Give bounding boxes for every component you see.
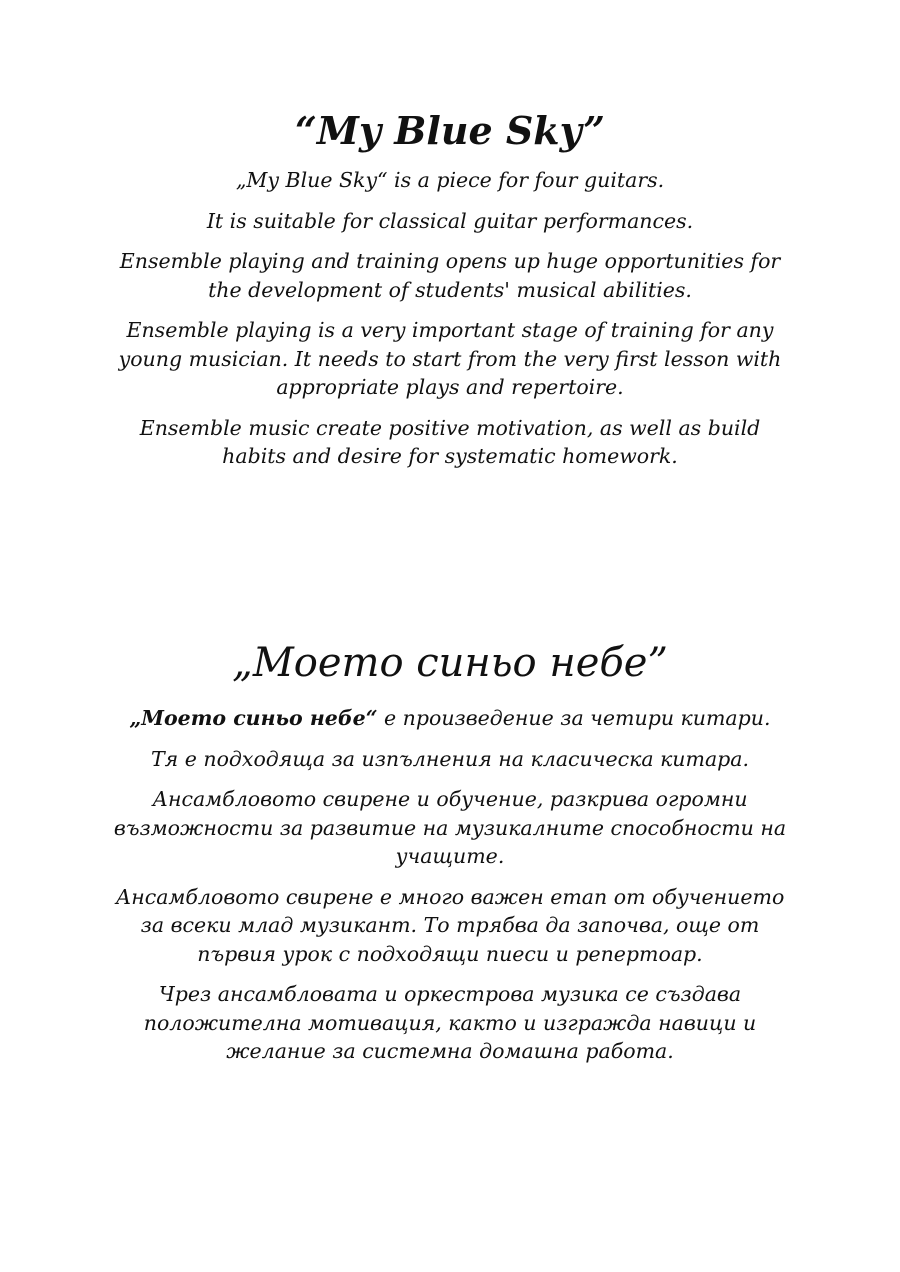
bulgarian-paragraph-2: Тя е подходяща за изпълнения на класическа китара. (150, 746, 750, 771)
bulgarian-paragraph-5: Чрез ансамбловата и оркестрова музика се създава положителна мотивация, както и изгражда навици и желание за системна домашна работа. (143, 982, 757, 1063)
bulgarian-intro-rest: е произведение за четири китари. (377, 706, 771, 730)
bulgarian-title: „Моето синьо небе” (232, 640, 668, 686)
english-paragraph-1: „My Blue Sky“ is a piece for four guitars. (235, 168, 665, 192)
bulgarian-section (0, 636, 900, 1078)
english-paragraph-4: Ensemble playing is a very important stage of training for any young musician. It needs to start from the very first lesson with appropriate plays and repertoire. (118, 318, 782, 399)
english-paragraph-3: Ensemble playing and training opens up huge opportunities for the development of students' musical abilities. (119, 249, 781, 302)
bulgarian-paragraph-4: Ансамбловото свирене е много важен етап от обучението за всеки млад музикант. То трябва да започва, още от първия урок с подходящи пиеси и репертоар. (115, 884, 785, 966)
english-section (0, 104, 900, 483)
bulgarian-intro-bold: „Моето синьо небе“ (129, 706, 378, 730)
bulgarian-paragraph-1 (105, 704, 795, 733)
english-title: “My Blue Sky” (295, 108, 605, 153)
bulgarian-paragraph-3: Ансамбловото свирене и обучение, разкрива огромни възможности за развитие на музикалните способности на учащите. (113, 787, 787, 868)
english-paragraph-2: It is suitable for classical guitar performances. (206, 208, 694, 233)
english-paragraph-5: Ensemble music create positive motivation, as well as build habits and desire for systematic homework. (139, 415, 761, 468)
